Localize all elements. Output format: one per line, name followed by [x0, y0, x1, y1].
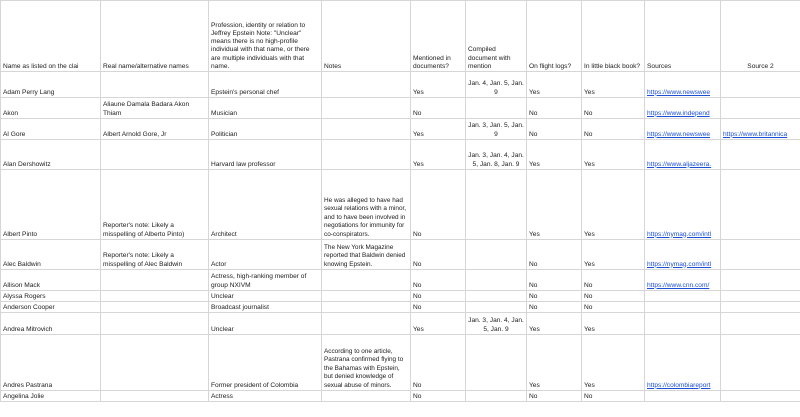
cell-notes[interactable]: [322, 313, 411, 335]
cell-notes[interactable]: [322, 270, 411, 291]
source-2-link[interactable]: [721, 391, 800, 402]
cell-flight-logs[interactable]: No: [527, 291, 582, 302]
table-row: [1, 270, 800, 291]
cell-black-book[interactable]: Yes: [582, 170, 645, 240]
source-2-link[interactable]: [721, 170, 800, 240]
cell-name[interactable]: Adam Perry Lang: [1, 72, 101, 98]
source-2-link[interactable]: [721, 98, 800, 119]
cell-notes[interactable]: [322, 391, 411, 402]
cell-flight-logs[interactable]: Yes: [527, 140, 582, 170]
source-link[interactable]: https://colombiareport: [645, 335, 721, 391]
source-2-link[interactable]: [721, 140, 800, 170]
header-sources[interactable]: Sources: [645, 1, 721, 72]
cell-mentioned[interactable]: No: [411, 291, 466, 302]
cell-black-book[interactable]: No: [582, 98, 645, 119]
cell-name[interactable]: Akon: [1, 98, 101, 119]
source-2-link[interactable]: https://www.britannica: [721, 119, 800, 140]
cell-name[interactable]: Anderson Cooper: [1, 302, 101, 313]
cell-compiled[interactable]: [466, 170, 527, 240]
cell-flight-logs[interactable]: Yes: [527, 170, 582, 240]
source-link[interactable]: https://www.independ: [645, 98, 721, 119]
cell-black-book[interactable]: Yes: [582, 335, 645, 391]
cell-name[interactable]: Alyssa Rogers: [1, 291, 101, 302]
cell-notes[interactable]: [322, 98, 411, 119]
cell-profession[interactable]: Unclear: [209, 291, 322, 302]
source-2-link[interactable]: [721, 335, 800, 391]
source-link[interactable]: [645, 291, 721, 302]
cell-real-name[interactable]: [101, 270, 209, 291]
cell-mentioned[interactable]: Yes: [411, 72, 466, 98]
source-link[interactable]: https://www.aljazeera.: [645, 140, 721, 170]
cell-real-name[interactable]: [101, 72, 209, 98]
source-link[interactable]: [645, 302, 721, 313]
cell-notes[interactable]: [322, 72, 411, 98]
source-link[interactable]: https://nymag.com/intl: [645, 240, 721, 270]
header-compiled[interactable]: Compiled document with mention: [466, 1, 527, 72]
table-row: [1, 335, 800, 391]
cell-black-book[interactable]: Yes: [582, 140, 645, 170]
cell-name[interactable]: Alan Dershowitz: [1, 140, 101, 170]
cell-real-name[interactable]: Albert Arnold Gore, Jr: [101, 119, 209, 140]
cell-real-name[interactable]: [101, 291, 209, 302]
source-2-link[interactable]: [721, 302, 800, 313]
cell-real-name[interactable]: Reporter's note: Likely a misspelling of Alec Baldwin: [101, 240, 209, 270]
source-2-link[interactable]: [721, 313, 800, 335]
source-2-link[interactable]: [721, 270, 800, 291]
source-2-link[interactable]: [721, 240, 800, 270]
cell-name[interactable]: Angelina Jolie: [1, 391, 101, 402]
cell-profession[interactable]: Actress, high-ranking member of group NXIVM: [209, 270, 322, 291]
table-row: [1, 313, 800, 335]
table-row: [1, 240, 800, 270]
cell-notes[interactable]: [322, 140, 411, 170]
cell-name[interactable]: Andres Pastrana: [1, 335, 101, 391]
cell-profession[interactable]: Former president of Colombia: [209, 335, 322, 391]
source-link[interactable]: [645, 391, 721, 402]
cell-compiled[interactable]: [466, 98, 527, 119]
cell-real-name[interactable]: Aliaune Damala Badara Akon Thiam: [101, 98, 209, 119]
cell-flight-logs[interactable]: No: [527, 240, 582, 270]
cell-compiled[interactable]: [466, 391, 527, 402]
cell-mentioned[interactable]: No: [411, 170, 466, 240]
source-link[interactable]: https://nymag.com/intl: [645, 170, 721, 240]
source-2-link[interactable]: [721, 291, 800, 302]
cell-compiled[interactable]: [466, 240, 527, 270]
header-notes[interactable]: Notes: [322, 1, 411, 72]
cell-flight-logs[interactable]: Yes: [527, 72, 582, 98]
table-row: [1, 98, 800, 119]
cell-mentioned[interactable]: Yes: [411, 313, 466, 335]
cell-compiled[interactable]: Jan. 3, Jan. 5, Jan. 9: [466, 119, 527, 140]
cell-compiled[interactable]: [466, 291, 527, 302]
cell-profession[interactable]: Epstein's personal chef: [209, 72, 322, 98]
cell-name[interactable]: Andrea Mitrovich: [1, 313, 101, 335]
cell-black-book[interactable]: Yes: [582, 72, 645, 98]
source-link[interactable]: [645, 313, 721, 335]
table-row: [1, 72, 800, 98]
table-row: [1, 291, 800, 302]
cell-name[interactable]: Alec Baldwin: [1, 240, 101, 270]
cell-real-name[interactable]: [101, 335, 209, 391]
cell-mentioned[interactable]: No: [411, 302, 466, 313]
header-row: [1, 1, 800, 72]
cell-real-name[interactable]: Reporter's note: Likely a misspelling of Alberto Pinto): [101, 170, 209, 240]
header-real-name[interactable]: Real name/alternative names: [101, 1, 209, 72]
cell-name[interactable]: Albert Pinto: [1, 170, 101, 240]
cell-profession[interactable]: Unclear: [209, 313, 322, 335]
cell-black-book[interactable]: No: [582, 391, 645, 402]
cell-mentioned[interactable]: Yes: [411, 119, 466, 140]
cell-notes[interactable]: [322, 119, 411, 140]
source-link[interactable]: https://www.cnn.com/: [645, 270, 721, 291]
cell-flight-logs[interactable]: No: [527, 391, 582, 402]
source-link[interactable]: https://www.newswee: [645, 119, 721, 140]
cell-mentioned[interactable]: Yes: [411, 140, 466, 170]
cell-mentioned[interactable]: No: [411, 240, 466, 270]
header-mentioned[interactable]: Mentioned in documents?: [411, 1, 466, 72]
cell-compiled[interactable]: Jan. 3, Jan. 4, Jan. 5, Jan. 8, Jan. 9: [466, 140, 527, 170]
header-profession[interactable]: Profession, identity or relation to Jeffrey Epstein Note: "Unclear" means there is no high-profile individual with that name, or there are multiple individuals with that name.: [209, 1, 322, 72]
cell-compiled[interactable]: [466, 270, 527, 291]
cell-mentioned[interactable]: No: [411, 98, 466, 119]
cell-flight-logs[interactable]: Yes: [527, 313, 582, 335]
cell-flight-logs[interactable]: Yes: [527, 335, 582, 391]
header-source-2[interactable]: Source 2: [721, 1, 800, 72]
cell-flight-logs[interactable]: No: [527, 302, 582, 313]
cell-profession[interactable]: Musician: [209, 98, 322, 119]
cell-notes[interactable]: [322, 291, 411, 302]
cell-real-name[interactable]: [101, 313, 209, 335]
cell-flight-logs[interactable]: No: [527, 98, 582, 119]
table-row: [1, 170, 800, 240]
table-row: [1, 302, 800, 313]
cell-compiled[interactable]: Jan. 4, Jan. 5, Jan. 9: [466, 72, 527, 98]
cell-notes[interactable]: According to one article, Pastrana confirmed flying to the Bahamas with Epstein, but denied knowledge of sexual abuse of minors.: [322, 335, 411, 391]
source-link[interactable]: https://www.newswee: [645, 72, 721, 98]
cell-profession[interactable]: Actress: [209, 391, 322, 402]
cell-black-book[interactable]: No: [582, 270, 645, 291]
source-2-link[interactable]: [721, 72, 800, 98]
cell-notes[interactable]: [322, 302, 411, 313]
cell-notes[interactable]: He was alleged to have had sexual relations with a minor, and to have been involved in negotiations for immunity for co-conspirators.: [322, 170, 411, 240]
cell-compiled[interactable]: [466, 302, 527, 313]
cell-mentioned[interactable]: No: [411, 270, 466, 291]
table-row: [1, 140, 800, 170]
cell-flight-logs[interactable]: No: [527, 119, 582, 140]
header-black-book[interactable]: In little black book?: [582, 1, 645, 72]
header-name[interactable]: Name as listed on the clai: [1, 1, 101, 72]
table-row: [1, 391, 800, 402]
cell-flight-logs[interactable]: No: [527, 270, 582, 291]
cell-real-name[interactable]: [101, 302, 209, 313]
cell-black-book[interactable]: Yes: [582, 240, 645, 270]
cell-real-name[interactable]: [101, 140, 209, 170]
header-flight-logs[interactable]: On flight logs?: [527, 1, 582, 72]
cell-name[interactable]: Al Gore: [1, 119, 101, 140]
cell-profession[interactable]: Architect: [209, 170, 322, 240]
cell-black-book[interactable]: No: [582, 302, 645, 313]
cell-black-book[interactable]: No: [582, 291, 645, 302]
cell-black-book[interactable]: Yes: [582, 313, 645, 335]
cell-compiled[interactable]: Jan. 3, Jan. 4, Jan. 5, Jan. 9: [466, 313, 527, 335]
cell-profession[interactable]: Actor: [209, 240, 322, 270]
cell-profession[interactable]: Politician: [209, 119, 322, 140]
cell-compiled[interactable]: [466, 335, 527, 391]
table-row: [1, 119, 800, 140]
cell-black-book[interactable]: No: [582, 119, 645, 140]
cell-notes[interactable]: The New York Magazine reported that Baldwin denied knowing Epstein.: [322, 240, 411, 270]
cell-profession[interactable]: Harvard law professor: [209, 140, 322, 170]
cell-mentioned[interactable]: No: [411, 335, 466, 391]
cell-profession[interactable]: Broadcast journalist: [209, 302, 322, 313]
cell-mentioned[interactable]: No: [411, 391, 466, 402]
cell-name[interactable]: Allison Mack: [1, 270, 101, 291]
cell-real-name[interactable]: [101, 391, 209, 402]
